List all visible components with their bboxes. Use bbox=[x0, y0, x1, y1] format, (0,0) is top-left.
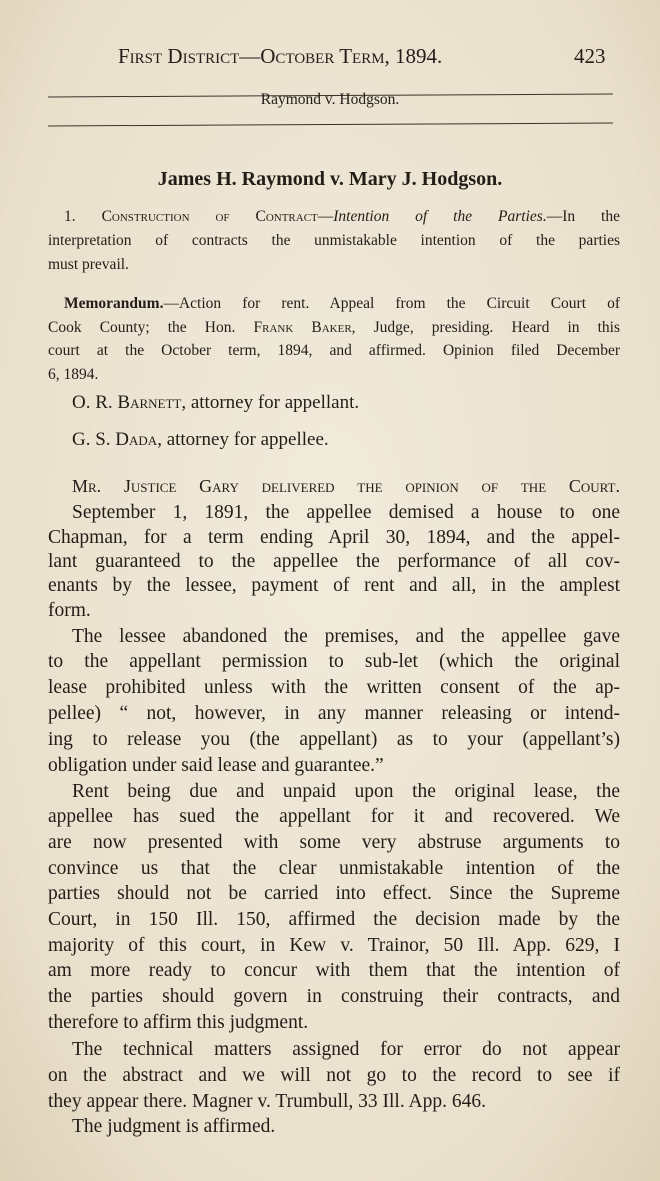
counsel-role: , attorney for appellant. bbox=[181, 392, 360, 413]
headnote-topic: Construction of Contract— bbox=[101, 208, 334, 225]
opinion-line: majority of this court, in Kew v. Trainor, 50 Ill. App. 629, I bbox=[48, 935, 620, 956]
opinion-line: convince us that the clear unmistakable intention of the bbox=[48, 858, 620, 879]
memorandum-line-3: court at the October term, 1894, and affirmed. Opinion filed December bbox=[48, 342, 620, 359]
headnote-lead: —In the bbox=[546, 208, 620, 225]
counsel-name: O. R. Barnett bbox=[72, 392, 182, 413]
running-head-title: First District—October Term, 1894. bbox=[118, 44, 443, 68]
counsel-appellee bbox=[72, 429, 329, 451]
opinion-line: enants by the lessee, payment of rent and all, in the amplest bbox=[48, 575, 620, 596]
counsel-name: G. S. Dada bbox=[72, 429, 158, 450]
opinion-line: lease prohibited unless with the written consent of the ap- bbox=[48, 677, 620, 698]
opinion-line: The judgment is affirmed. bbox=[72, 1116, 276, 1137]
headnote-line-1 bbox=[64, 208, 620, 226]
opinion-line: Rent being due and unpaid upon the original lease, the bbox=[72, 781, 620, 802]
opinion-line: ing to release you (the appellant) as to your (appellant’s) bbox=[48, 729, 620, 750]
memorandum-text: Cook County; the Hon. bbox=[48, 319, 254, 336]
headnote-line-2: interpretation of contracts the unmistakable intention of the parties bbox=[48, 232, 620, 249]
opinion-line: parties should not be carried into effect. Since the Supreme bbox=[48, 883, 620, 904]
short-title: Raymond v. Hodgson. bbox=[260, 91, 400, 108]
headnote-line-3: must prevail. bbox=[48, 256, 129, 273]
opinion-line: appellee has sued the appellant for it and recovered. We bbox=[48, 806, 620, 827]
memorandum-line-1 bbox=[64, 295, 620, 313]
opinion-line: on the abstract and we will not go to the record to see if bbox=[48, 1065, 620, 1086]
memorandum-line-4: 6, 1894. bbox=[48, 366, 99, 383]
opinion-line: to the appellant permission to sub-let (which the original bbox=[48, 651, 620, 672]
opinion-line: form. bbox=[48, 600, 91, 621]
memorandum-line-2 bbox=[48, 319, 620, 337]
counsel-role: , attorney for appellee. bbox=[157, 429, 329, 450]
opinion-line: they appear there. Magner v. Trumbull, 33 Ill. App. 646. bbox=[48, 1091, 486, 1112]
opinion-line: Chapman, for a term ending April 30, 1894, and the appel- bbox=[48, 527, 620, 548]
headnote-subtopic: Intention of the Parties. bbox=[333, 208, 547, 225]
opinion-line: lant guaranteed to the appellee the performance of all cov- bbox=[48, 551, 620, 572]
case-title: James H. Raymond v. Mary J. Hodgson. bbox=[157, 168, 503, 190]
opinion-line: Court, in 150 Ill. 150, affirmed the decision made by the bbox=[48, 909, 620, 930]
page-number: 423 bbox=[574, 44, 606, 68]
opinion-line: are now presented with some very abstruse arguments to bbox=[48, 832, 620, 853]
opinion-line: obligation under said lease and guarantee.” bbox=[48, 755, 384, 776]
memorandum-label: Memorandum. bbox=[64, 295, 164, 312]
opinion-line: the parties should govern in construing their contracts, and bbox=[48, 986, 620, 1007]
header-rule-bottom bbox=[48, 123, 613, 127]
opinion-heading: Mr. Justice Gary delivered the opinion of the Court. bbox=[72, 476, 620, 496]
headnote-number: 1. bbox=[64, 208, 76, 225]
opinion-line: The lessee abandoned the premises, and the appellee gave bbox=[72, 626, 620, 647]
opinion-line: The technical matters assigned for error do not appear bbox=[72, 1039, 620, 1060]
opinion-line: therefore to affirm this judgment. bbox=[48, 1012, 309, 1033]
judge-name: Frank Baker bbox=[253, 319, 352, 336]
opinion-line: pellee) “ not, however, in any manner releasing or intend- bbox=[48, 703, 620, 724]
opinion-line: am more ready to concur with them that the intention of bbox=[48, 960, 620, 981]
counsel-appellant bbox=[72, 392, 359, 414]
memorandum-text: —Action for rent. Appeal from the Circuit Court of bbox=[163, 295, 620, 312]
memorandum-text: , Judge, presiding. Heard in this bbox=[351, 319, 620, 336]
opinion-line: September 1, 1891, the appellee demised a house to one bbox=[72, 502, 620, 523]
